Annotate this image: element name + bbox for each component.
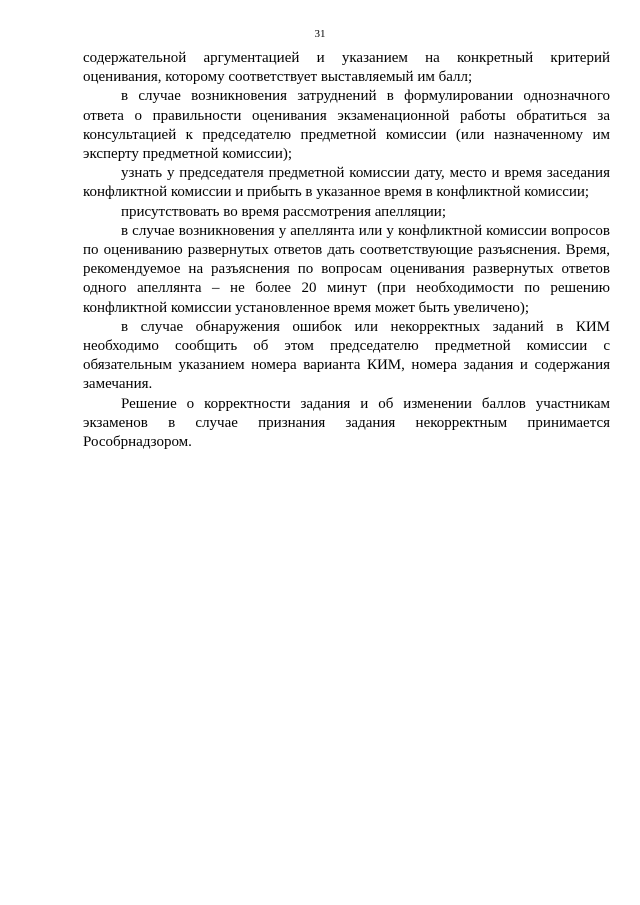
- paragraph-meeting-details: узнать у председателя предметной комиссии дату, место и время заседания конфликтной комиссии и прибыть в указанное время в конфликтной комиссии;: [83, 165, 610, 201]
- body-text: [83, 49, 610, 452]
- paragraph-explanations: в случае возникновения у апеллянта или у конфликтной комиссии вопросов по оцениванию развернутых ответов дать соответствующие разъяснения. Время, рекомендуемое на разъяснения по вопросам оценивания развернутых ответов одного апеллянта – не более 20 минут (при необходимости по решению конфликтной комиссии установленное время может быть увеличено);: [83, 222, 610, 316]
- paragraph-consultation: в случае возникновения затруднений в формулировании однозначного ответа о правильности оценивания экзаменационной работы обратиться за консультацией к председателю предметной комиссии (или назначенному им эксперту предметной комиссии);: [83, 88, 610, 163]
- paragraph-decision: Решение о корректности задания и об изменении баллов участникам экзаменов в случае признания задания некорректным принимается Рособрнадзором.: [83, 395, 610, 451]
- page-number: 31: [314, 28, 326, 40]
- paragraph-continuation: содержательной аргументацией и указанием на конкретный критерий оценивания, которому соответствует выставляемый им балл;: [83, 50, 610, 86]
- paragraph-kim-errors: в случае обнаружения ошибок или некорректных заданий в КИМ необходимо сообщить об этом председателю предметной комиссии с обязательным указанием номера варианта КИМ, номера задания и содержания замечания.: [83, 318, 610, 393]
- paragraph-attend-appeal: присутствовать во время рассмотрения апелляции;: [121, 203, 446, 220]
